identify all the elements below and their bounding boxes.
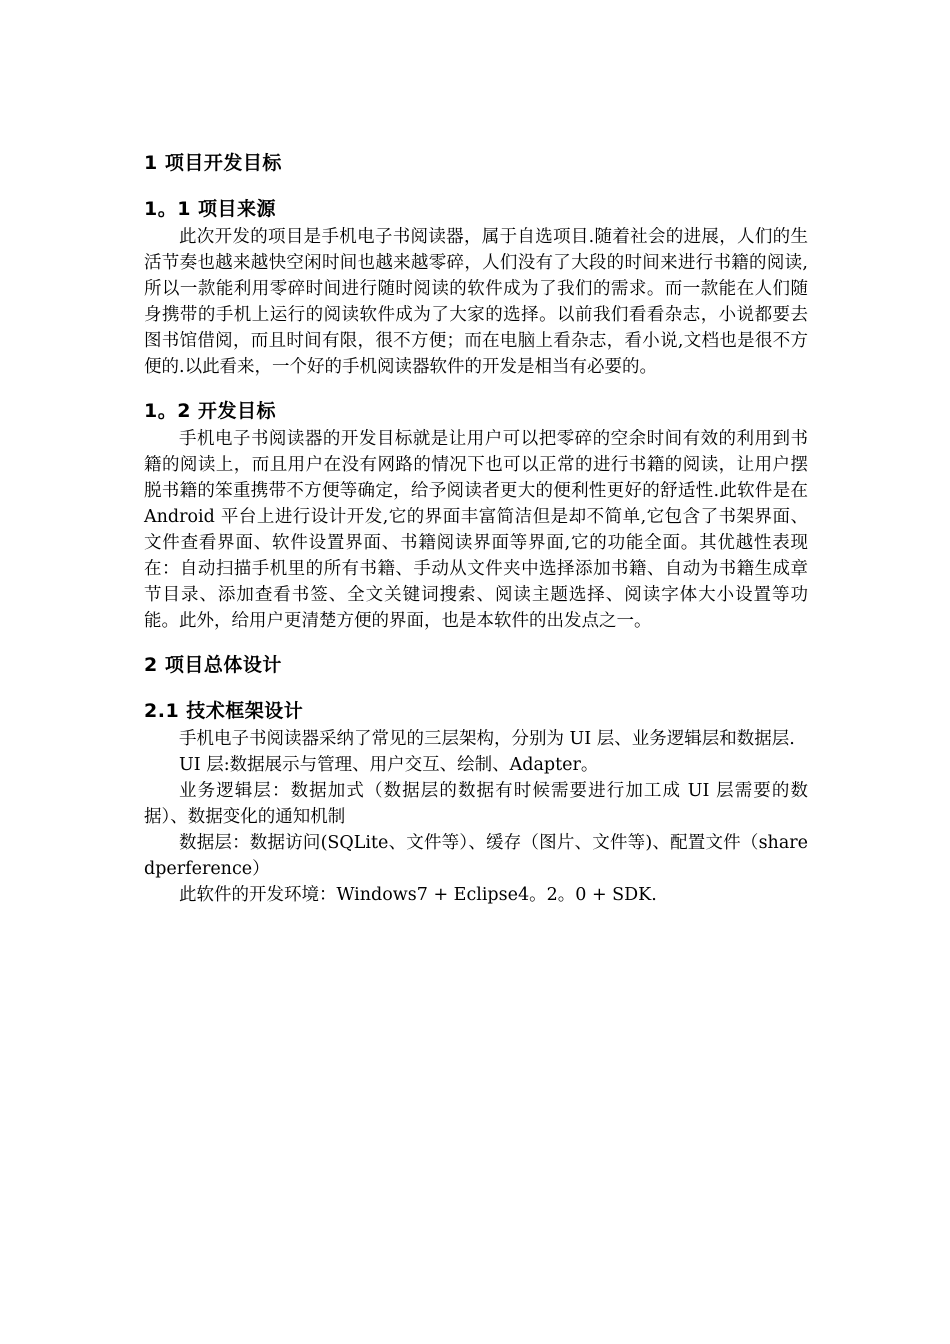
section-2-1-paragraph-architecture: 手机电子书阅读器采纳了常见的三层架构，分别为 UI 层、业务逻辑层和数据层. [179,729,795,749]
section-2-1-title: 2.1 技术框架设计 [144,700,304,722]
section-2-1-paragraph-ui-layer: UI 层:数据展示与管理、用户交互、绘制、Adapter。 [179,755,599,775]
section-2-1-paragraph-environment: 此软件的开发环境：Windows7 + Eclipse4。2。0 + SDK. [179,885,657,905]
section-1-1-title: 1。1 项目来源 [144,198,277,220]
section-1-2-paragraph: 手机电子书阅读器的开发目标就是让用户可以把零碎的空余时间有效的利用到书籍的阅读上，而且用户在没有网路的情况下也可以正常的进行书籍的阅读，让用户摆脱书籍的笨重携带不方便等确定，给予阅读者更大的便利性更好的舒适性.此软件是在 Android 平台上进行设计开发,它的界面丰富简洁但是却不简单,它包含了书架界面、文件查看界面、软件设置界面、书籍阅读界面等界面,它的功能全面。其优越性表现在：自动扫描手机里的所有书籍、手动从文件夹中选择添加书籍、自动为书籍生成章节目录、添加查看书签、全文关键词搜索、阅读主题选择、阅读字体大小设置等功能。此外，给用户更清楚方便的界面，也是本软件的出发点之一。 [144,429,808,631]
section-1-2-title: 1。2 开发目标 [144,400,277,422]
section-2-1-paragraph-data-layer: 数据层：数据访问(SQLite、文件等）、缓存（图片、文件等)、配置文件（sharedperference） [144,833,808,879]
section-1-1-paragraph: 此次开发的项目是手机电子书阅读器，属于自选项目.随着社会的进展，人们的生活节奏也越来越快空闲时间也越来越零碎，人们没有了大段的时间来进行书籍的阅读,所以一款能利用零碎时间进行随时阅读的软件成为了我们的需求。而一款能在人们随身携带的手机上运行的阅读软件成为了大家的选择。以前我们看看杂志，小说都要去图书馆借阅，而且时间有限，很不方便；而在电脑上看杂志，看小说,文档也是很不方便的.以此看来，一个好的手机阅读器软件的开发是相当有必要的。 [144,227,808,377]
document-page [144,140,808,908]
section-2-1-paragraph-logic-layer: 业务逻辑层：数据加式（数据层的数据有时候需要进行加工成 UI 层需要的数据）、数据变化的通知机制 [144,781,808,827]
section-2-title: 2 项目总体设计 [144,654,282,676]
section-1-title: 1 项目开发目标 [144,152,282,174]
